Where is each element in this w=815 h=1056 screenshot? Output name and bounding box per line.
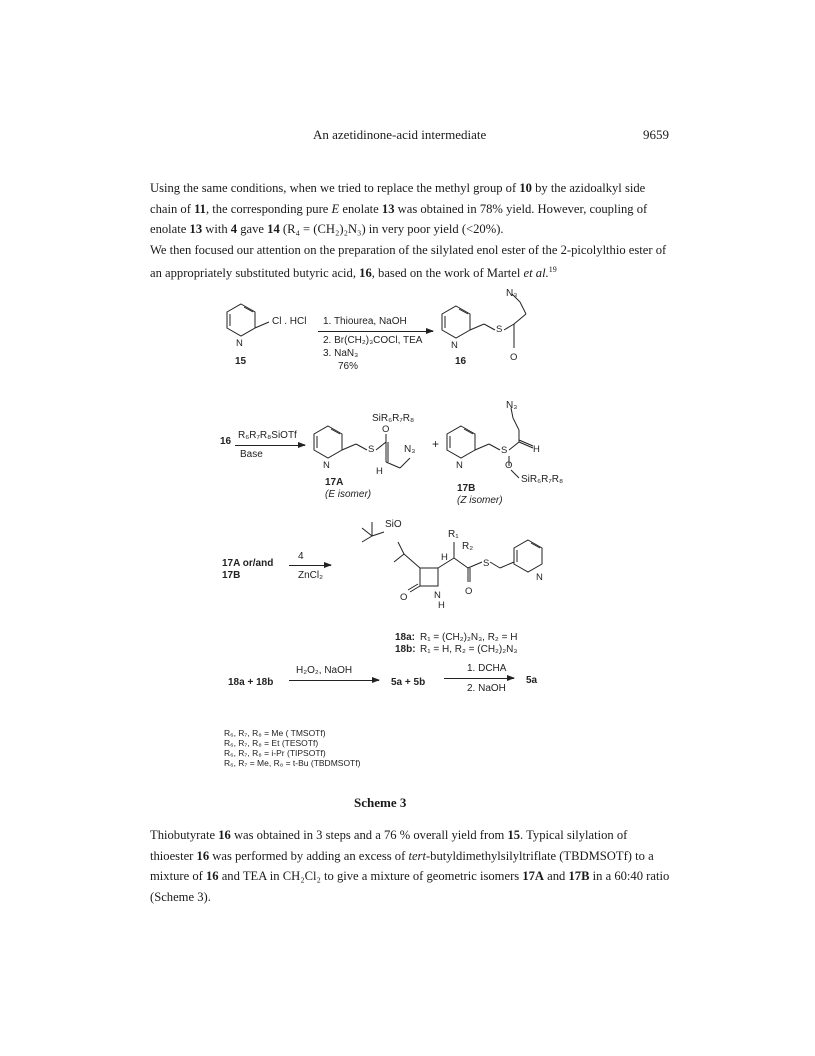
svg-text:N: N [456, 460, 463, 471]
peroxide-reagent: H₂O₂, NaOH [296, 665, 353, 676]
legend-line: R₆, R₇ = Me, R₈ = t-Bu (TBDMSOTf) [224, 758, 361, 768]
silyl-triflate-reagent: R₆R₇R₈SiOTf [238, 430, 297, 441]
page-number: 9659 [643, 127, 669, 142]
plus-sign: + [432, 437, 440, 451]
svg-text:O: O [510, 352, 518, 363]
intro-paragraph [150, 178, 670, 284]
compound-16-reactant: 16 [220, 436, 232, 447]
silyl-group-17A: SiR₆R₇R₈ [372, 413, 415, 424]
reactants-17A-17B: 17A or/and [222, 558, 274, 569]
compound-17B-label: 17B [457, 483, 476, 494]
reaction-arrow-1 [318, 331, 433, 332]
silyl-group-17B: SiR₆R₇R₈ [521, 474, 564, 485]
running-title: An azetidinone-acid intermediate [313, 127, 487, 142]
compound-18a-definition: R₁ = (CH₂)₂N₃, R₂ = H [420, 632, 518, 643]
svg-text:S: S [483, 558, 490, 569]
silyloxy-group: SiO [385, 519, 402, 530]
svg-text:S: S [496, 324, 503, 335]
reaction-arrow-5 [444, 678, 514, 679]
pyridine-ring-15 [225, 302, 285, 352]
compound-18a-label: 18a: [395, 632, 416, 643]
azide-16: N₃ [506, 288, 518, 299]
isomer-17B: (Z isomer) [457, 495, 503, 506]
yield: 76% [338, 361, 359, 372]
atom-n: N [236, 338, 243, 349]
svg-text:O: O [400, 592, 408, 603]
para-2: We then focused our attention on the preparation of the silylated enol ester of the 2-picolylthio ester of an appropriately substituted butyric acid, 16, based on the work of Martel et al.$^{19}$ [150, 242, 667, 281]
compound-17A-label: 17A [325, 477, 344, 488]
step-2: 2. Br(CH₂)₃COCl, TEA [323, 335, 423, 346]
compound-15-label: 15 [235, 356, 247, 367]
svg-text:O: O [505, 460, 513, 471]
thioester-16-structure [440, 288, 550, 363]
svg-text:N: N [451, 340, 458, 351]
reaction-arrow-2 [235, 445, 305, 446]
legend-line: R₆, R₇, R₈ = Me ( TMSOTf) [224, 728, 326, 738]
azide-17A: N₃ [404, 444, 416, 455]
svg-text:H: H [533, 444, 540, 455]
base-reagent: Base [240, 449, 263, 460]
legend-line: R₆, R₇, R₈ = i-Pr (TIPSOTf) [224, 748, 326, 758]
intermediate-5a-5b: 5a + 5b [391, 677, 426, 688]
r1-substituent: R₁ [448, 529, 459, 540]
svg-text:O: O [382, 424, 390, 435]
chloride-salt: Cl . HCl [272, 316, 307, 327]
step-1: 1. Thiourea, NaOH [323, 316, 407, 327]
product-5a: 5a [526, 675, 538, 686]
para-3: Thiobutyrate 16 was obtained in 3 steps and a 76 % overall yield from 15. Typical silylation of thioester 16 was performed by adding an excess of tert-butyldimethylsilyltriflate (TBDMSOTf) to a mixture of 16 and TEA in CH₂Cl₂ to give a mixture of geometric isomers 17A and 17B in a 60:40 ratio (Scheme 3). [150, 828, 670, 904]
svg-text:H: H [376, 466, 383, 477]
svg-text:H: H [438, 600, 445, 611]
scheme-caption: Scheme 3 [354, 795, 407, 810]
compound-18b-definition: R₁ = H, R₂ = (CH₂)₂N₃ [420, 644, 518, 655]
reactants-18a-18b: 18a + 18b [228, 677, 274, 688]
legend-line: R₆, R₇, R₈ = Et (TESOTf) [224, 738, 319, 748]
body-paragraph [150, 825, 670, 907]
isomer-17A: (E isomer) [325, 489, 372, 500]
r2-substituent: R₂ [462, 541, 474, 552]
naoh-step: 2. NaOH [467, 683, 506, 694]
reactant-17B: 17B [222, 570, 241, 581]
step-3: 3. NaN₃ [323, 348, 359, 359]
silyl-legend [224, 728, 360, 768]
para-1: Using the same conditions, when we tried to replace the methyl group of 10 by the azidoalkyl side chain of 11, the corresponding pure E enolate 13 was obtained in 78% yield. However, coupling of enolate 13 with 4 gave 14 (R₄ = (CH₂)₂N₃) in very poor yield (<20%). [150, 181, 648, 236]
svg-text:H: H [441, 552, 448, 563]
compound-16-label: 16 [455, 356, 467, 367]
dcha-step: 1. DCHA [467, 663, 507, 674]
svg-text:S: S [368, 444, 375, 455]
compound-18b-label: 18b: [395, 644, 416, 655]
reaction-arrow-3 [289, 565, 331, 566]
zinc-chloride: ZnCl₂ [298, 570, 323, 581]
reaction-arrow-4 [289, 680, 379, 681]
svg-text:N: N [434, 590, 441, 601]
svg-text:S: S [501, 445, 508, 456]
azide-17B: N₃ [506, 400, 518, 411]
svg-text:O: O [465, 586, 473, 597]
azetidinone-4-reagent: 4 [298, 551, 304, 562]
svg-text:N: N [536, 572, 543, 583]
svg-text:N: N [323, 460, 330, 471]
